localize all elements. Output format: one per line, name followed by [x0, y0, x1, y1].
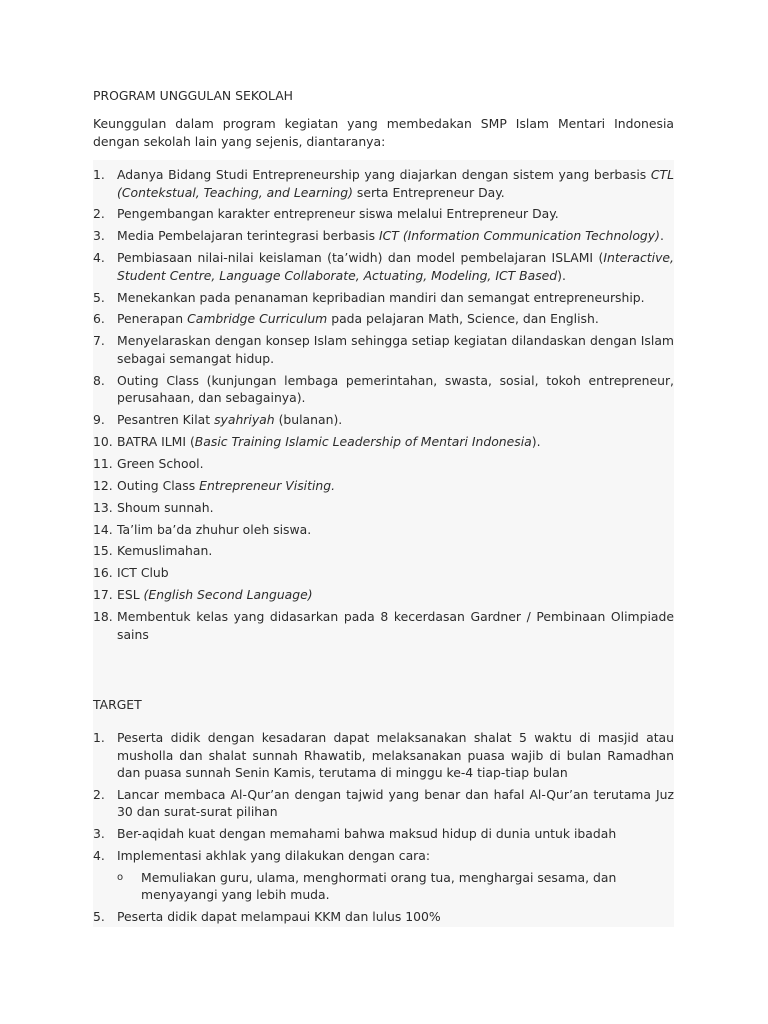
item-text-end: (bulanan). — [274, 412, 343, 428]
item-text: Pengembangan karakter entrepreneur siswa melalui Entrepreneur Day. — [117, 206, 559, 222]
item-text: Adanya Bidang Studi Entrepreneurship yang diajarkan dengan sistem yang berbasis — [117, 167, 651, 182]
item-text: Green School. — [117, 455, 204, 471]
item-italic-text: Cambridge Curriculum — [187, 311, 328, 327]
list-item — [93, 542, 674, 560]
item-text: Pembiasaan nilai-nilai keislaman (ta’widh) dan model pembelajaran ISLAMI ( — [117, 250, 604, 266]
item-italic-text: (English Second Language) — [143, 587, 313, 603]
item-text: Kemuslimahan. — [117, 543, 213, 559]
list-number: 7. — [93, 333, 105, 349]
item-text: ICT Club — [117, 565, 169, 581]
item-text: Peserta didik dapat melampaui KKM dan lulus 100% — [117, 909, 441, 925]
item-italic-text: syahriyah — [214, 412, 275, 428]
item-text: Shoum sunnah. — [117, 499, 214, 515]
circle-bullet-icon: o — [117, 871, 124, 883]
item-text: Peserta didik dengan kesadaran dapat melaksanakan shalat 5 waktu di masjid atau musholla dan shalat sunnah Rhawatib, melaksanakan puasa wajib di bulan Ramadhan dan puasa sunnah Senin Kamis, terutama di minggu ke-4 tiap-tiap bulan — [117, 730, 674, 780]
item-italic-text: Basic Training Islamic Leadership of Mentari Indonesia — [194, 434, 532, 450]
target-item — [93, 729, 674, 782]
list-number: 3. — [93, 826, 105, 842]
item-italic-text: CTL (Contekstual, Teaching, and Learning) — [117, 167, 674, 200]
item-italic-text: ICT (Information Communication Technology) — [379, 228, 660, 244]
list-number: 10. — [93, 434, 113, 450]
item-italic-text: Entrepreneur Visiting. — [199, 477, 336, 493]
list-item — [93, 227, 674, 245]
list-item — [93, 564, 674, 582]
item-text: Outing Class — [117, 477, 200, 493]
target-item — [93, 847, 674, 904]
item-text: Media Pembelajaran terintegrasi berbasis — [117, 228, 379, 244]
document-content — [93, 87, 674, 925]
item-text: Penerapan — [117, 311, 188, 327]
item-text: ESL — [117, 587, 144, 603]
sub-list — [117, 869, 674, 904]
list-number: 18. — [93, 609, 113, 625]
list-number: 3. — [93, 228, 105, 244]
section-heading: PROGRAM UNGGULAN SEKOLAH — [93, 88, 294, 103]
list-item — [93, 499, 674, 517]
item-text: Lancar membaca Al-Qur’an dengan tajwid yang benar dan hafal Al-Qur’an terutama Juz 30 dan surat-surat pilihan — [117, 786, 674, 820]
list-item — [93, 205, 674, 223]
item-text: Ber-aqidah kuat dengan memahami bahwa maksud hidup di dunia untuk ibadah — [117, 826, 617, 842]
list-item — [93, 332, 674, 367]
target-item — [93, 908, 674, 926]
list-number: 9. — [93, 412, 105, 428]
list-item — [93, 411, 674, 429]
list-number: 2. — [93, 206, 105, 222]
item-text-end: pada pelajaran Math, Science, dan English. — [327, 311, 599, 327]
sub-list-item — [117, 869, 674, 904]
list-item — [93, 433, 674, 451]
item-italic-text: Interactive, Student Centre, Language Collaborate, Actuating, Modeling, ICT Based — [117, 250, 674, 283]
item-text: Implementasi akhlak yang dilakukan dengan cara: — [117, 848, 431, 864]
list-number: 4. — [93, 250, 105, 266]
item-text: Menyelaraskan dengan konsep Islam sehingga setiap kegiatan dilandaskan dengan Islam sebagai semangat hidup. — [117, 333, 674, 366]
target-list — [93, 729, 674, 930]
item-text: BATRA ILMI ( — [117, 434, 195, 450]
item-text-end: ). — [531, 434, 541, 450]
list-number: 15. — [93, 543, 113, 559]
list-item — [93, 289, 674, 307]
list-item — [93, 372, 674, 407]
sub-item-text: Memuliakan guru, ulama, menghormati orang tua, menghargai sesama, dan menyayangi yang lebih muda. — [141, 869, 617, 903]
list-item — [93, 521, 674, 539]
list-number: 8. — [93, 372, 105, 388]
list-item — [93, 249, 674, 284]
target-item — [93, 786, 674, 821]
list-number: 11. — [93, 455, 113, 471]
program-list — [93, 166, 674, 648]
list-number: 14. — [93, 521, 113, 537]
item-text-end: ). — [557, 267, 566, 283]
target-item — [93, 825, 674, 843]
list-number: 17. — [93, 587, 113, 603]
list-item — [93, 608, 674, 643]
list-number: 16. — [93, 565, 113, 581]
intro-paragraph: Keunggulan dalam program kegiatan yang membedakan SMP Islam Mentari Indonesia dengan sekolah lain yang sejenis, diantaranya: — [93, 116, 674, 149]
list-item — [93, 310, 674, 328]
item-text: Menekankan pada penanaman kepribadian mandiri dan semangat entrepreneurship. — [117, 289, 645, 305]
list-number: 1. — [93, 167, 105, 182]
list-number: 12. — [93, 477, 113, 493]
item-text: Outing Class (kunjungan lembaga pemerintahan, swasta, sosial, tokoh entrepreneur, perusahaan, dan sebagainya). — [117, 372, 674, 406]
list-item — [93, 455, 674, 473]
item-text: Pesantren Kilat — [117, 412, 215, 428]
item-text-end: serta Entrepreneur Day. — [352, 184, 505, 200]
list-number: 6. — [93, 311, 105, 327]
item-text: Ta’lim ba’da zhuhur oleh siswa. — [117, 521, 312, 537]
list-item — [93, 166, 674, 201]
list-number: 5. — [93, 289, 105, 305]
list-number: 4. — [93, 848, 105, 864]
list-number: 2. — [93, 786, 105, 802]
list-item — [93, 477, 674, 495]
target-heading: TARGET — [93, 697, 142, 712]
list-number: 13. — [93, 499, 113, 515]
item-text-end: . — [659, 228, 664, 244]
item-text: Membentuk kelas yang didasarkan pada 8 kecerdasan Gardner / Pembinaan Olimpiade sains — [117, 609, 674, 642]
list-number: 1. — [93, 730, 105, 745]
list-number: 5. — [93, 909, 105, 925]
list-item — [93, 586, 674, 604]
